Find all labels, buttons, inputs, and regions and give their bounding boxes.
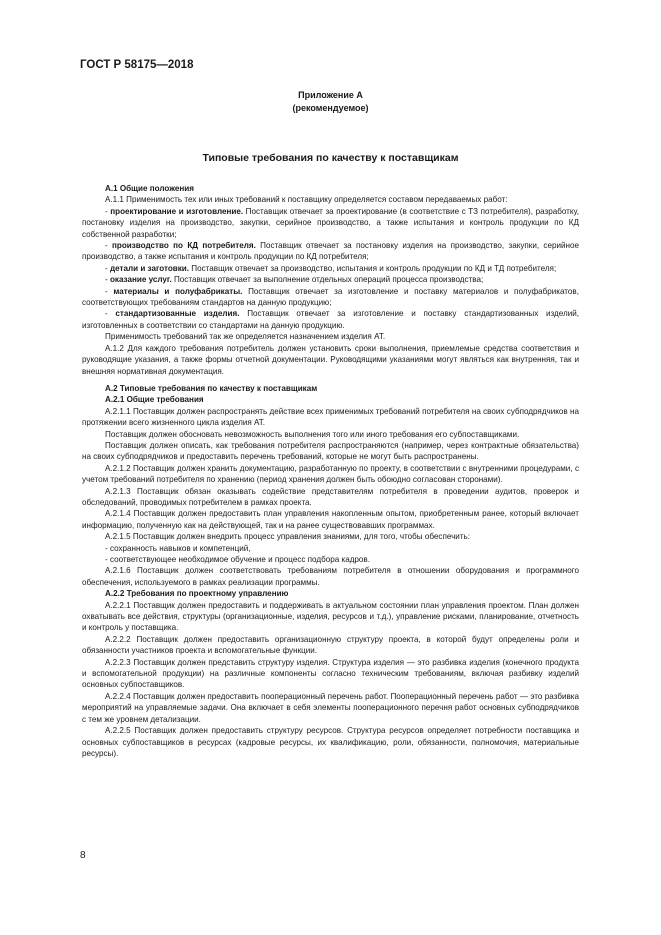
subsection-heading-a2-1: А.2.1 Общие требования bbox=[105, 395, 204, 405]
definition: Поставщик отвечает за изготовление и поставку материалов и полуфабрикатов, соответствующих требованиям стандартов на данную продукцию; bbox=[82, 286, 579, 308]
section-heading-a2: А.2 Типовые требования по качеству к поставщикам bbox=[105, 383, 318, 393]
paragraph-a1-1: А.1.1 Применимость тех или иных требований к поставщику определяется составом передаваемых работ: bbox=[105, 195, 508, 205]
list-item: - соответствующее необходимое обучение и процесс подбора кадров. bbox=[105, 555, 370, 564]
standard-number: ГОСТ Р 58175—2018 bbox=[80, 59, 194, 71]
definition: Поставщик отвечает за постановку изделия на производство, закупки, серийное производство, а также испытания и контроль продукции по КД потребителя; bbox=[82, 241, 579, 262]
section-heading-a1: А.1 Общие положения bbox=[105, 184, 194, 193]
list-item-services: - оказание услуг. Поставщик отвечает за выполнение отдельных операций процесса производства; bbox=[105, 275, 484, 285]
definition: Поставщик отвечает за производство, испытания и контроль продукции по КД и ТД потребителя; bbox=[189, 263, 557, 273]
term: оказание услуг. bbox=[109, 275, 172, 285]
definition: Поставщик отвечает за изготовление и поставку стандартизованных изделий, изготовленных в соответствии со стандартами на данную продукцию. bbox=[82, 309, 579, 330]
body-text bbox=[82, 183, 579, 759]
paragraph-a2-2-5: А.2.2.5 Поставщик должен предоставить структуру ресурсов. Структура ресурсов определяет потребности поставщика и основных субпоставщиков в ресурсах (кадровые ресурсы, их квалификацию, роли, обязанности, полномочия, материальные ресурсы). bbox=[82, 726, 579, 758]
list-item-production: - производство по КД потребителя. Поставщик отвечает за постановку изделия на производство, закупки, серийное производство, а также испытания и контроль продукции по КД потребителя; bbox=[82, 241, 579, 262]
list-item-parts: - детали и заготовки. Поставщик отвечает за производство, испытания и контроль продукции по КД и ТД потребителя; bbox=[105, 263, 557, 273]
definition: Поставщик отвечает за проектирование (в соответствие с ТЗ потребителя), разработку, постановку изделия на производство, закупки, серийное производство, а также испытания и контроль продукции по КД собственной разработки; bbox=[82, 206, 579, 239]
paragraph-a2-1-1: А.2.1.1 Поставщик должен распространять действие всех применимых требований потребителя на своих субподрядчиков на протяжении всего жизненного цикла изделия АТ. bbox=[82, 406, 579, 428]
term: материалы и полуфабрикаты. bbox=[113, 286, 243, 296]
paragraph-a2-1-2: А.2.1.2 Поставщик должен хранить документацию, разработанную по проекту, в соответствии с внутренними процедурами, с учетом требований потребителя по хранению (период хранения должен быть обоюдно согласован сторонами). bbox=[82, 463, 579, 485]
paragraph-a2-2-1: А.2.2.1 Поставщик должен предоставить и поддерживать в актуальном состоянии план управления проектом. План должен охватывать все действия, структуры (организационные, изделия, ресурсов и т.д.), управление рисками, планирование, отчетность и контроль у поставщика. bbox=[82, 600, 579, 633]
paragraph-a2-1-4: А.2.1.4 Поставщик должен предоставить план управления накопленным опытом, приобретенным ранее, который включает информацию, полученную как на действующей, так и на ранее существовавших программах. bbox=[82, 509, 579, 530]
paragraph-a2-1-5: А.2.1.5 Поставщик должен внедрить процесс управления знаниями, для того, чтобы обеспечить: bbox=[105, 532, 470, 542]
term: проектирование и изготовление. bbox=[110, 206, 244, 216]
paragraph-a2-2-3: А.2.2.3 Поставщик должен представить структуру изделия. Структура изделия — это разбивка изделия (конечного продукта и вспомогательной продукции) на различные компоненты согласно техническим требованиям, включая разбивку изделий основных субпоставщиков. bbox=[82, 657, 579, 690]
paragraph-a2-2-4: А.2.2.4 Поставщик должен предоставить пооперационный перечень работ. Пооперационный перечень работ — это разбивка мероприятий на управляемые задачи. Она включает в себя элементы пооперационного перечня работ основных субподрядчиков с тем же уровнем детализации. bbox=[82, 691, 579, 724]
paragraph-a2-1-1-c: Поставщик должен описать, как требования потребителя распространяются (например, через контрактные обязательства) на своих субподрядчиков и предоставить перечень требований, которые не могут быть распространены. bbox=[82, 440, 579, 462]
paragraph-a2-1-1-b: Поставщик должен обосновать невозможность выполнения того или иного требования его субпоставщиками. bbox=[105, 429, 520, 439]
page-number: 8 bbox=[80, 850, 86, 861]
paragraph-applicability: Применимость требований так же определяется назначением изделия АТ. bbox=[105, 332, 386, 342]
term: детали и заготовки. bbox=[109, 263, 190, 273]
appendix-title: Типовые требования по качеству к поставщикам bbox=[202, 152, 459, 164]
term: стандартизованные изделия. bbox=[115, 309, 240, 319]
paragraph-a2-2-2: А.2.2.2 Поставщик должен предоставить организационную структуру проекта, в которой будут определены роли и обязанности участников проекта и вспомогательные функции. bbox=[82, 634, 579, 656]
subsection-heading-a2-2: А.2.2 Требования по проектному управлению bbox=[105, 589, 289, 599]
definition: Поставщик отвечает за выполнение отдельных операций процесса производства; bbox=[171, 275, 484, 285]
term: производство по КД потребителя. bbox=[112, 241, 256, 251]
paragraph-a2-1-3: А.2.1.3 Поставщик обязан оказывать содействие представителям потребителя в проведении аудитов, проверок и обследований, проводимых потребителем в рамках проекта. bbox=[82, 486, 579, 507]
paragraph-a1-2: А.1.2 Для каждого требования потребитель должен установить сроки выполнения, приемлемые средства соответствия и руководящие указания, а также формы отчетной документации. Руководящими указаниями могут являться как внутренняя, так и внешняя нормативная документация. bbox=[82, 343, 579, 376]
appendix-label: Приложение А bbox=[298, 90, 363, 100]
list-item-design: - проектирование и изготовление. Поставщик отвечает за проектирование (в соответствие с ТЗ потребителя), разработку, постановку изделия на производство, закупки, серийное производство, а также испытания и контроль продукции по КД собственной разработки; bbox=[82, 206, 579, 239]
list-item-materials: - материалы и полуфабрикаты. Поставщик отвечает за изготовление и поставку материалов и полуфабрикатов, соответствующих требованиям стандартов на данную продукцию; bbox=[82, 286, 579, 308]
appendix-note: (рекомендуемое) bbox=[292, 103, 369, 113]
paragraph-a2-1-6: А.2.1.6 Поставщик должен соответствовать требованиям потребителя в отношении оборудования и программного обеспечения, используемого в рамках реализации программы. bbox=[82, 566, 579, 587]
list-item-standardized: - стандартизованные изделия. Поставщик отвечает за изготовление и поставку стандартизованных изделий, изготовленных в соответствии со стандартами на данную продукцию. bbox=[82, 309, 579, 330]
list-item: - сохранность навыков и компетенций, bbox=[105, 543, 251, 553]
